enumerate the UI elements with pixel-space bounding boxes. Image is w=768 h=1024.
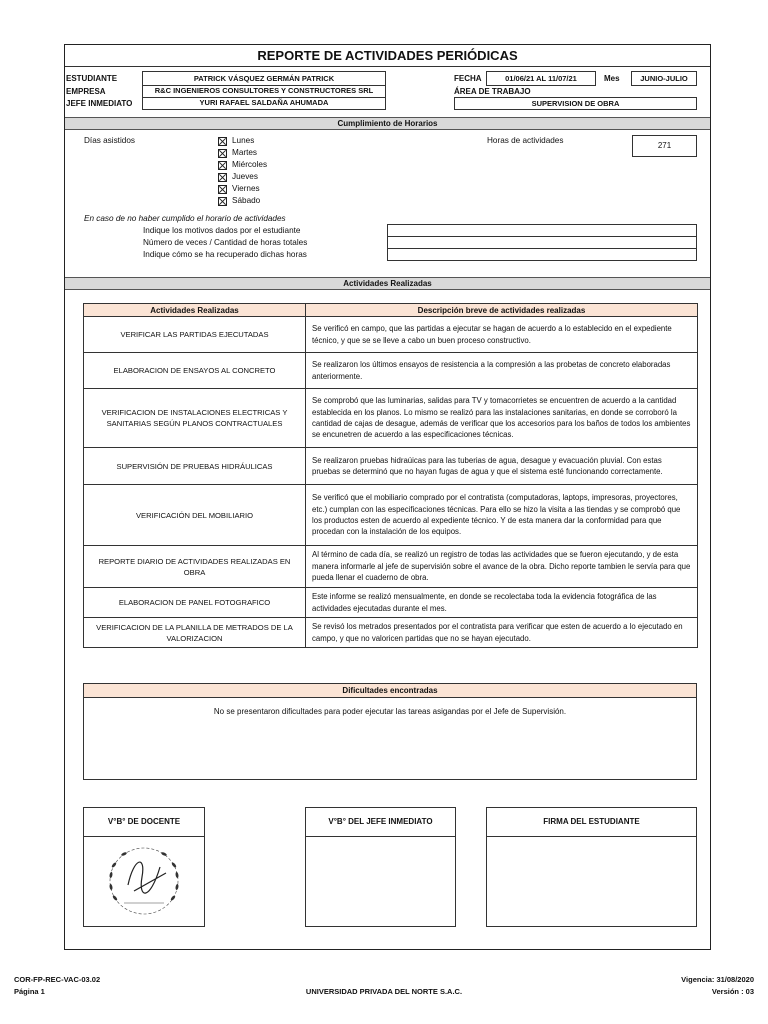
activities-table bbox=[83, 303, 698, 648]
description-cell: Se verificó que el mobiliario comprado por el contratista (computadoras, laptops, impresoras, proyectores, etc.) cumplan con las especificaciones técnicas. Para ello se hizo la visita a las tiendas y se comprobó que los productos esten de acuerdo al expediente técnico. Y de esta manera dar la conformidad para que procedan con la instalación de los equipos. bbox=[306, 485, 698, 546]
checkbox-lunes[interactable] bbox=[218, 137, 227, 146]
table-row bbox=[84, 588, 698, 618]
work-area-label: ÁREA DE TRABAJO bbox=[454, 87, 531, 96]
teacher-approval-box bbox=[83, 807, 205, 927]
activity-cell: REPORTE DIARIO DE ACTIVIDADES REALIZADAS EN OBRA bbox=[84, 546, 306, 588]
activity-cell: VERIFICAR LAS PARTIDAS EJECUTADAS bbox=[84, 317, 306, 353]
activity-cell: ELABORACION DE PANEL FOTOGRAFICO bbox=[84, 588, 306, 618]
difficulties-text: No se presentaron dificultades para poder ejecutar las tareas asigandas por el Jefe de Supervisión. bbox=[213, 707, 567, 716]
activity-hours-field[interactable]: 271 bbox=[632, 135, 697, 157]
day-label: Jueves bbox=[232, 172, 258, 181]
activities-col-header: Actividades Realizadas bbox=[84, 304, 306, 317]
date-field[interactable]: 01/06/21 AL 11/07/21 bbox=[486, 71, 596, 86]
table-row bbox=[84, 389, 698, 448]
form-code: COR-FP-REC-VAC-03.02 bbox=[14, 975, 101, 984]
checkbox-sabado[interactable] bbox=[218, 197, 227, 206]
checkbox-viernes[interactable] bbox=[218, 185, 227, 194]
activity-cell: SUPERVISIÓN DE PRUEBAS HIDRÁULICAS bbox=[84, 448, 306, 485]
activity-cell: VERIFICACION DE INSTALACIONES ELECTRICAS Y SANITARIAS SEGÚN PLANOS CONTRACTUALES bbox=[84, 389, 306, 448]
institution-name: UNIVERSIDAD PRIVADA DEL NORTE S.A.C. bbox=[305, 987, 463, 996]
description-col-header: Descripción breve de actividades realizadas bbox=[306, 304, 698, 317]
day-label: Sábado bbox=[232, 196, 261, 205]
non-compliance-title: En caso de no haber cumplido el horario de actividades bbox=[84, 214, 286, 223]
activity-hours-label: Horas de actividades bbox=[487, 136, 564, 145]
description-cell: Al término de cada día, se realizó un registro de todas las actividades que se fueron ejecutando, y de esta manera informarle al jefe de supervisión sobre el avance de la obra. Dicho reporte tambien le servía para que pueda llenar el cuaderno de obra. bbox=[306, 546, 698, 588]
student-signature-label: FIRMA DEL ESTUDIANTE bbox=[487, 808, 696, 837]
reasons-label: Indique los motivos dados por el estudiante bbox=[143, 226, 301, 235]
recovery-label: Indique cómo se ha recuperado dichas horas bbox=[143, 250, 307, 259]
checkbox-jueves[interactable] bbox=[218, 173, 227, 182]
supervisor-approval-label: V°B° DEL JEFE INMEDIATO bbox=[306, 808, 455, 837]
description-cell: Se comprobó que las luminarias, salidas para TV y tomacorrietes se encuentren de acuerdo a la cantidad establecida en los planos. Lo mismo se realizó para las instalaciones sanitarias, en donde se corroboró la cantidad de cajas de desague, además de verificar que los accesorios para los baños de todos los ambientes se encunetren de acuerdo a las especificaciones técnicas. bbox=[306, 389, 698, 448]
table-row bbox=[84, 353, 698, 389]
supervisor-name-field[interactable]: YURI RAFAEL SALDAÑA AHUMADA bbox=[142, 97, 386, 110]
activity-cell: VERIFICACIÓN DEL MOBILIARIO bbox=[84, 485, 306, 546]
day-label: Lunes bbox=[232, 136, 255, 145]
company-name-field[interactable]: R&C INGENIEROS CONSULTORES Y CONSTRUCTORES SRL bbox=[142, 85, 386, 98]
days-attended-label: Días asistidos bbox=[84, 136, 135, 145]
validity-date: Vigencia: 31/08/2020 bbox=[681, 975, 754, 984]
month-label: Mes bbox=[604, 74, 620, 83]
description-cell: Se revisó los metrados presentados por el contratista para verificar que esten de acuerdo a lo ejecutado en campo, y que no valoricen partidas que no se hayan ejecutado. bbox=[306, 618, 698, 648]
description-cell: Se realizaron pruebas hidraúicas para las tuberias de agua, desague y evacuación pluvial. Con estas pruebas se determinó que no hayan fugas de agua y que el sistema esté funcionando correctamente. bbox=[306, 448, 698, 485]
recovery-field[interactable] bbox=[387, 248, 697, 261]
activities-band: Actividades Realizadas bbox=[65, 277, 710, 290]
version-number: Versión : 03 bbox=[711, 987, 754, 996]
table-row bbox=[84, 317, 698, 353]
student-name-field[interactable]: PATRICK VÁSQUEZ GERMÁN PATRICK bbox=[142, 71, 386, 86]
description-cell: Este informe se realizó mensualmente, en donde se recolectaba toda la evidencia fotográfica de las actividades ejecutadas durante el mes. bbox=[306, 588, 698, 618]
activity-cell: ELABORACION DE ENSAYOS AL CONCRETO bbox=[84, 353, 306, 389]
teacher-approval-label: V°B° DE DOCENTE bbox=[84, 808, 204, 837]
month-field[interactable]: JUNIO-JULIO bbox=[631, 71, 697, 86]
table-row bbox=[84, 618, 698, 648]
checkbox-miercoles[interactable] bbox=[218, 161, 227, 170]
teacher-signature-stamp bbox=[84, 837, 204, 925]
table-row bbox=[84, 546, 698, 588]
supervisor-label: JEFE INMEDIATO bbox=[66, 99, 133, 108]
schedule-band: Cumplimiento de Horarios bbox=[65, 117, 710, 130]
work-area-field[interactable]: SUPERVISION DE OBRA bbox=[454, 97, 697, 110]
page-number: Página 1 bbox=[14, 987, 45, 996]
day-label: Viernes bbox=[232, 184, 260, 193]
difficulties-box bbox=[83, 683, 697, 780]
times-hours-label: Número de veces / Cantidad de horas totales bbox=[143, 238, 308, 247]
student-label: ESTUDIANTE bbox=[66, 74, 118, 83]
table-row bbox=[84, 485, 698, 546]
company-label: EMPRESA bbox=[66, 87, 106, 96]
checkbox-martes[interactable] bbox=[218, 149, 227, 158]
supervisor-approval-box bbox=[305, 807, 456, 927]
description-cell: Se verificó en campo, que las partidas a ejecutar se hagan de acuerdo a lo establecido en el expediente técnico, y que se se lleve a cabo un buen proceso constructivo. bbox=[306, 317, 698, 353]
student-signature-box bbox=[486, 807, 697, 927]
date-label: FECHA bbox=[454, 74, 482, 83]
description-cell: Se realizaron los últimos ensayos de resistencia a la compresión a las probetas de concreto elaboradas anteriormente. bbox=[306, 353, 698, 389]
table-row bbox=[84, 448, 698, 485]
day-label: Miércoles bbox=[232, 160, 268, 169]
day-label: Martes bbox=[232, 148, 258, 157]
difficulties-title: Dificultades encontradas bbox=[84, 684, 696, 698]
activity-cell: VERIFICACION DE LA PLANILLA DE METRADOS DE LA VALORIZACION bbox=[84, 618, 306, 648]
report-title: REPORTE DE ACTIVIDADES PERIÓDICAS bbox=[65, 45, 710, 67]
